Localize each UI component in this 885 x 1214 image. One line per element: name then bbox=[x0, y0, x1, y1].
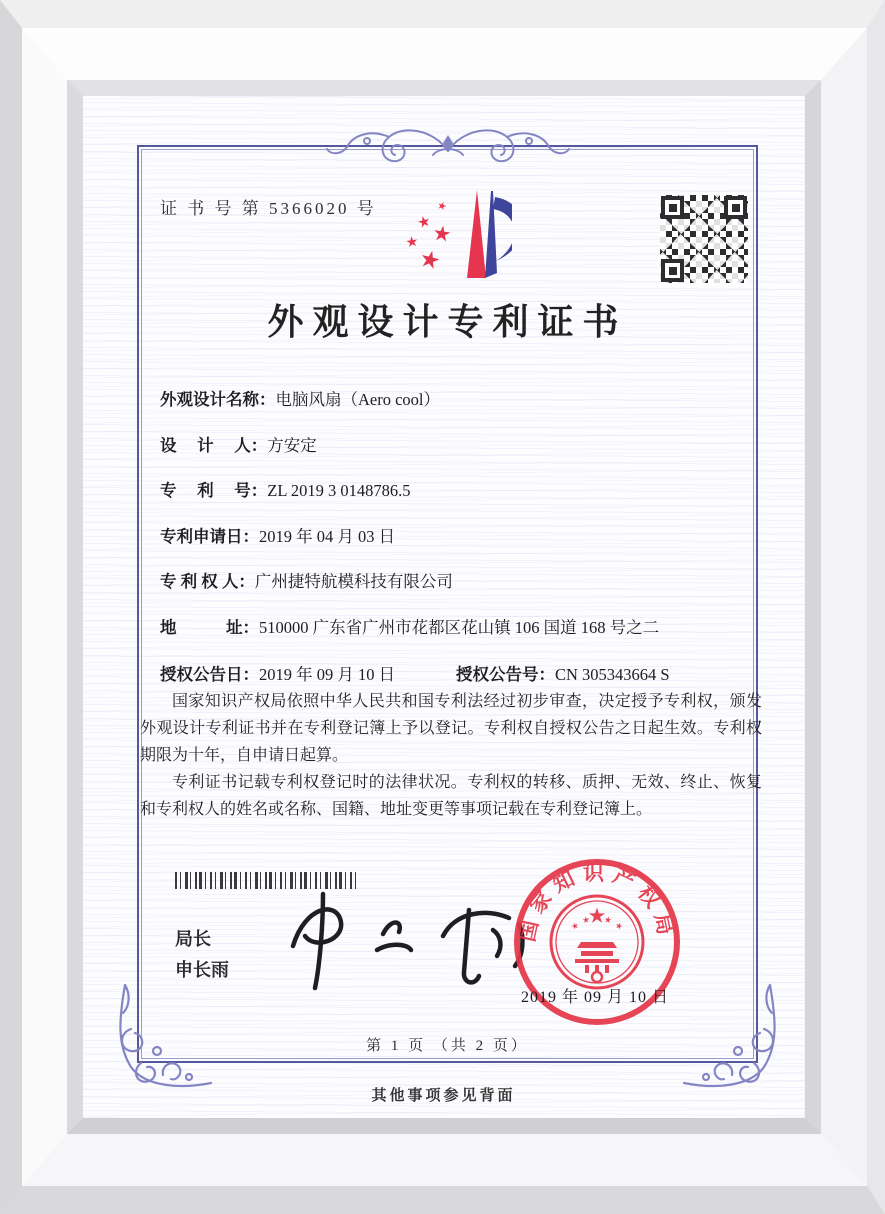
page-number: 第 1 页 （共 2 页） bbox=[366, 1038, 529, 1054]
field-grant-row: 授权公告日：2019 年 09 月 10 日 授权公告号：CN 305343664 S bbox=[160, 661, 735, 685]
cnipa-logo-icon bbox=[382, 184, 512, 294]
seal-date: 2019 年 09 月 10 日 bbox=[521, 989, 670, 1006]
field-patentee: 专 利 权 人：广州捷特航模科技有限公司 bbox=[160, 572, 453, 591]
director-block bbox=[175, 924, 229, 986]
certificate-fields bbox=[160, 389, 735, 662]
top-center-flourish-ornament bbox=[323, 121, 573, 173]
field-designer: 设 计 人：方安定 bbox=[160, 435, 317, 455]
legal-paragraph-1: 国家知识产权局依照中华人民共和国专利法经过初步审查，决定授予专利权，颁发外观设计专利证书并在专利登记簿上予以登记。专利权自授权公告之日起生效。专利权期限为十年，自申请日起算。 bbox=[140, 693, 762, 764]
director-name: 申长雨 bbox=[175, 960, 229, 980]
qr-finder-bottom-left bbox=[661, 259, 684, 282]
field-address: 地 址：510000 广东省广州市花都区花山镇 106 国道 168 号之二 bbox=[160, 617, 660, 637]
seal-text: 国家知识产权局 bbox=[514, 861, 680, 944]
back-note: 其他事项参见背面 bbox=[371, 1088, 516, 1104]
field-patent-number: 专 利 号：ZL 2019 3 0148786.5 bbox=[160, 481, 411, 500]
qr-finder-top-left bbox=[661, 196, 684, 219]
legal-paragraph-2: 专利证书记载专利权登记时的法律状况。专利权的转移、质押、无效、终止、恢复和专利权人的姓名或名称、国籍、地址变更等事项记载在专利登记簿上。 bbox=[140, 774, 762, 818]
field-filing-date: 专利申请日：2019 年 04 月 03 日 bbox=[160, 526, 396, 546]
field-design-name: 外观设计名称：电脑风扇（Aero cool） bbox=[160, 390, 441, 409]
certificate-paper bbox=[83, 96, 804, 1118]
qr-code-icon bbox=[660, 195, 748, 283]
qr-finder-top-right bbox=[724, 196, 747, 219]
certificate-title: 外观设计专利证书 bbox=[267, 302, 628, 342]
legal-text bbox=[140, 688, 762, 823]
field-grant-number: 授权公告号：CN 305343664 S bbox=[456, 665, 670, 684]
svg-text:国家知识产权局 bbox=[515, 861, 679, 944]
director-title: 局长 bbox=[175, 929, 211, 949]
certificate-number: 证 书 号 第 5366020 号 bbox=[160, 199, 377, 218]
